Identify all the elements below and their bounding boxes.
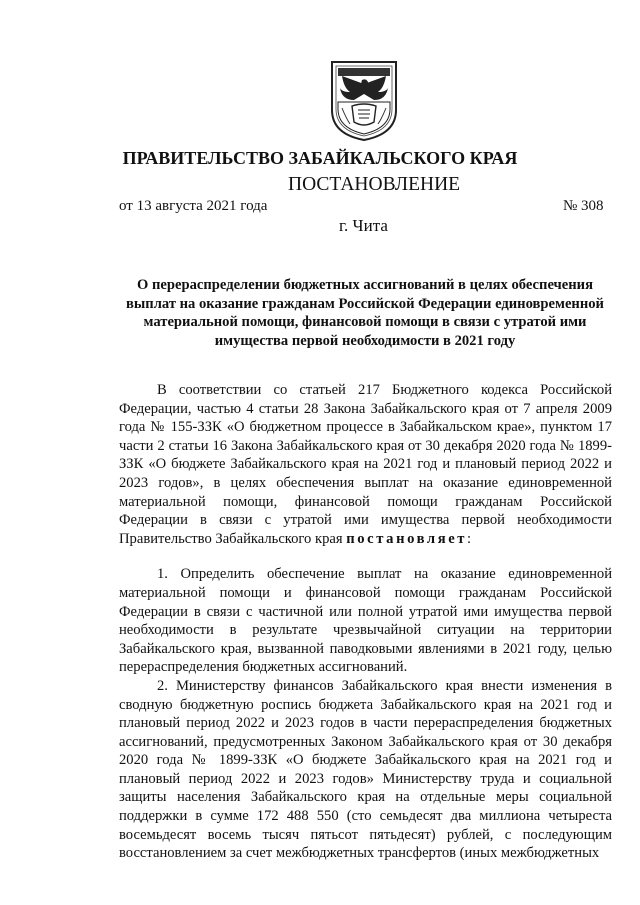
document-heading: О перераспределении бюджетных ассигнований в целях обеспечения выплат на оказание гражданам Российской Федерации единовременной материальной помощи, финансовой помощи в связи с утратой ими имущества первой необходимости в 2021 году [126, 277, 604, 349]
resolves-tail: : [467, 530, 472, 547]
preamble-paragraph [119, 381, 612, 548]
resolves-word: постановляет [346, 530, 468, 547]
preamble-text: В соответствии со статьей 217 Бюджетного кодекса Российской Федерации, частью 4 статьи 28 Закона Забайкальского края от 7 апреля 2009 года № 155-ЗЗК «О бюджетном процессе в Забайкальском крае», пунктом 17 части 2 статьи 16 Закона Забайкальского края от 30 декабря 2020 года № 1899-ЗЗК «О бюджете Забайкальского края на 2021 год и плановый период 2022 и 2023 годов», в целях обеспечения выплат на оказание единовременной материальной помощи, финансовой помощи гражданам Российской Федерации в связи с утратой ими имущества первой необходимости Правительство Забайкальского края [119, 382, 612, 547]
item-1-paragraph: 1. Определить обеспечение выплат на оказание единовременной материальной помощи и финансовой помощи гражданам Российской Федерации в связи с частичной или полной утратой ими имущества первой необходимости в результате чрезвычайной ситуации на территории Забайкальского края, вызванной паводковыми явлениями в 2021 году, целью перераспределения бюджетных ассигнований. [119, 566, 612, 676]
item-2-paragraph: 2. Министерству финансов Забайкальского края внести изменения в сводную бюджетную роспись бюджета Забайкальского края на 2021 год и плановый период 2022 и 2023 годов в части перераспределения бюджетных ассигнований, предусмотренных Законом Забайкальского края от 30 декабря 2020 года № 1899-ЗЗК «О бюджете Забайкальского края на 2021 год и плановый период 2022 и 2023 годов» Министерству труда и социальной защиты населения Забайкальского края на отдельные меры социальной поддержки в сумме 172 488 550 (сто семьдесят два миллиона четыреста восемьдесят восемь тысяч пятьсот пятьдесят) рублей, с последующим восстановлением за счет межбюджетных трансфертов (иных межбюджетных [119, 677, 612, 862]
document-city: г. Чита [339, 216, 388, 235]
coat-of-arms-icon [328, 58, 400, 142]
document-body [119, 381, 612, 863]
government-title: ПРАВИТЕЛЬСТВО ЗАБАЙКАЛЬСКОГО КРАЯ [122, 148, 518, 168]
document-number: № 308 [563, 198, 604, 214]
document-type: ПОСТАНОВЛЕНИЕ [288, 174, 461, 195]
document-date: от 13 августа 2021 года [119, 198, 268, 214]
